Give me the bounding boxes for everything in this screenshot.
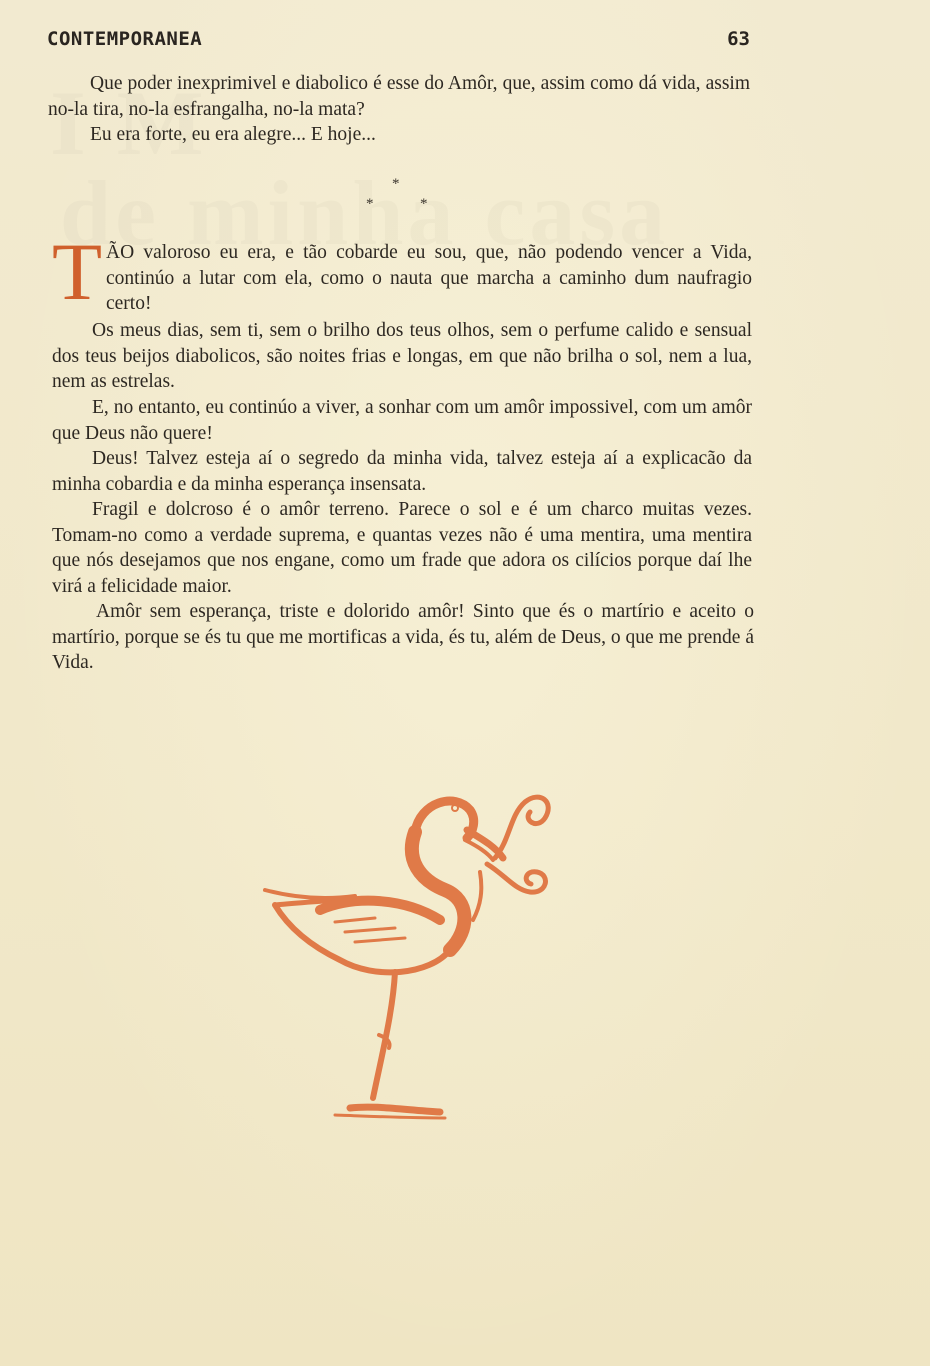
separator-star-top: * (392, 176, 400, 192)
separator-star-right: * (420, 196, 428, 212)
paragraph-2: Eu era forte, eu era alegre... E hoje... (90, 124, 376, 145)
running-head: CONTEMPORANEA (47, 28, 203, 50)
section-separator (360, 176, 440, 220)
page-number: 63 (727, 28, 750, 50)
drop-cap: T (52, 226, 103, 317)
paragraph-8: Amôr sem esperança, triste e dolorido amôr! Sinto que és o martírio e aceito o martírio, porque se és tu que me mortificas a vida, és tu, além de Deus, o que me prende á Vida. (52, 601, 754, 673)
paragraph-6: Deus! Talvez esteja aí o segredo da minha vida, talvez esteja aí a explicacão da minha cobardia e da minha esperança insensata. (52, 448, 752, 495)
paragraph-5: E, no entanto, eu continúo a viver, a sonhar com um amôr impossivel, com um amôr que Deus não quere! (52, 397, 752, 444)
separator-star-left: * (366, 196, 374, 212)
paragraph-1: Que poder inexprimivel e diabolico é esse do Amôr, que, assim como dá vida, assim no-la tira, no-la esfrangalha, no-la mata? (48, 73, 750, 120)
flamingo-with-flower-ornament-icon (255, 780, 575, 1130)
paragraph-7: Fragil e dolcroso é o amôr terreno. Parece o sol e é um charco muitas vezes. Tomam-no como a verdade suprema, e quantas vezes não é uma mentira, uma mentira que nós desejamos que nos engane, como um frade que adora os cilícios porque daí lhe virá a felicidade maior. (52, 499, 752, 597)
paragraph-4: Os meus dias, sem ti, sem o brilho dos teus olhos, sem o perfume calido e sensual dos teus beijos diabolicos, são noites frias e longas, em que não brilha o sol, nem a lua, nem as estrelas. (52, 320, 752, 392)
paragraph-3: ÃO valoroso eu era, e tão cobarde eu sou, que, não podendo vencer a Vida, continúo a lutar com ela, como o nauta que marcha a caminho dum naufragio certo! (106, 242, 752, 314)
page-header (47, 28, 750, 50)
